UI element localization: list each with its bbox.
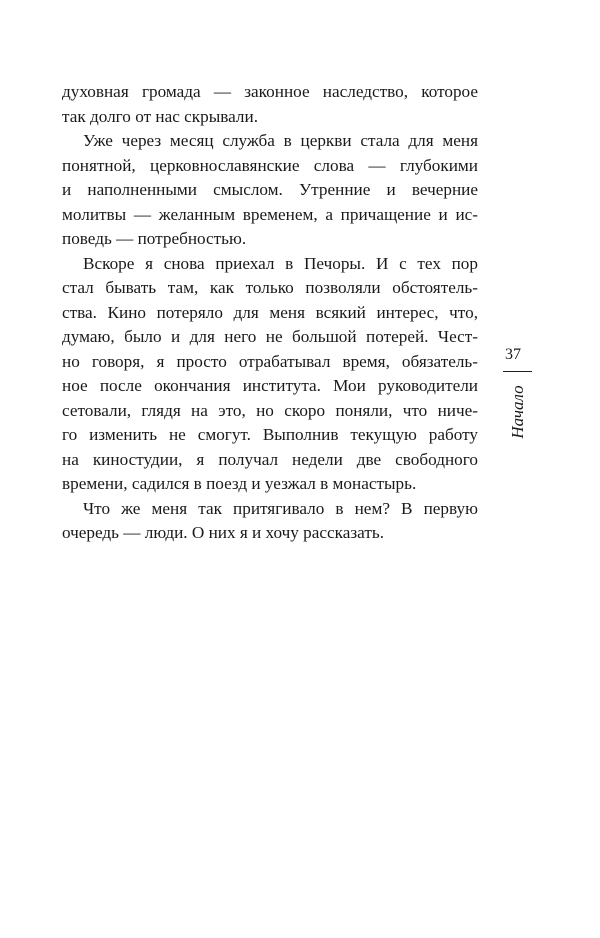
paragraph	[62, 80, 478, 129]
text-line: так долго от нас скрывали.	[62, 106, 258, 126]
text-line: очередь — люди. О них я и хочу рассказать.	[62, 523, 384, 542]
text-line: ное после окончания института. Мои руководители	[62, 376, 478, 395]
paragraph	[62, 252, 478, 497]
section-title: Начало	[508, 385, 527, 439]
text-line: ства. Кино потеряло для меня всякий интерес, что,	[62, 302, 478, 322]
text-line: духовная громада — законное наследство, которое	[62, 82, 478, 101]
text-line: сетовали, глядя на это, но скоро поняли, что ниче-	[62, 400, 478, 420]
text-line: Вскоре я снова приехал в Печоры. И с тех пор	[83, 253, 478, 273]
text-line: на киностудии, я получал недели две свободного	[62, 449, 478, 469]
text-line: Что же меня так притягивало в нем? В первую	[83, 498, 478, 518]
text-line: поведь — потребностью.	[62, 229, 247, 248]
text-line: думаю, было и для него не большой потерей. Чест-	[62, 327, 478, 346]
text-line: молитвы — желанным временем, а причащение и ис-	[62, 204, 478, 224]
text-line: понятной, церковнославянские слова — глубокими	[62, 155, 478, 175]
text-line: стал бывать там, как только позволяли обстоятель-	[62, 278, 478, 297]
running-head-divider	[503, 371, 532, 372]
text-line: го изменить не смогут. Выполнив текущую работу	[62, 425, 478, 444]
text-line: Уже через месяц служба в церкви стала для меня	[83, 131, 478, 150]
paragraph	[62, 129, 478, 252]
text-line: но говоря, я просто отрабатывал время, обязатель-	[62, 351, 478, 371]
body-text	[62, 80, 478, 546]
text-line: и наполненными смыслом. Утренние и вечерние	[62, 180, 478, 199]
text-line: времени, садился в поезд и уезжал в монастырь.	[62, 474, 417, 493]
page-number: 37	[505, 346, 521, 363]
paragraph	[62, 497, 478, 546]
